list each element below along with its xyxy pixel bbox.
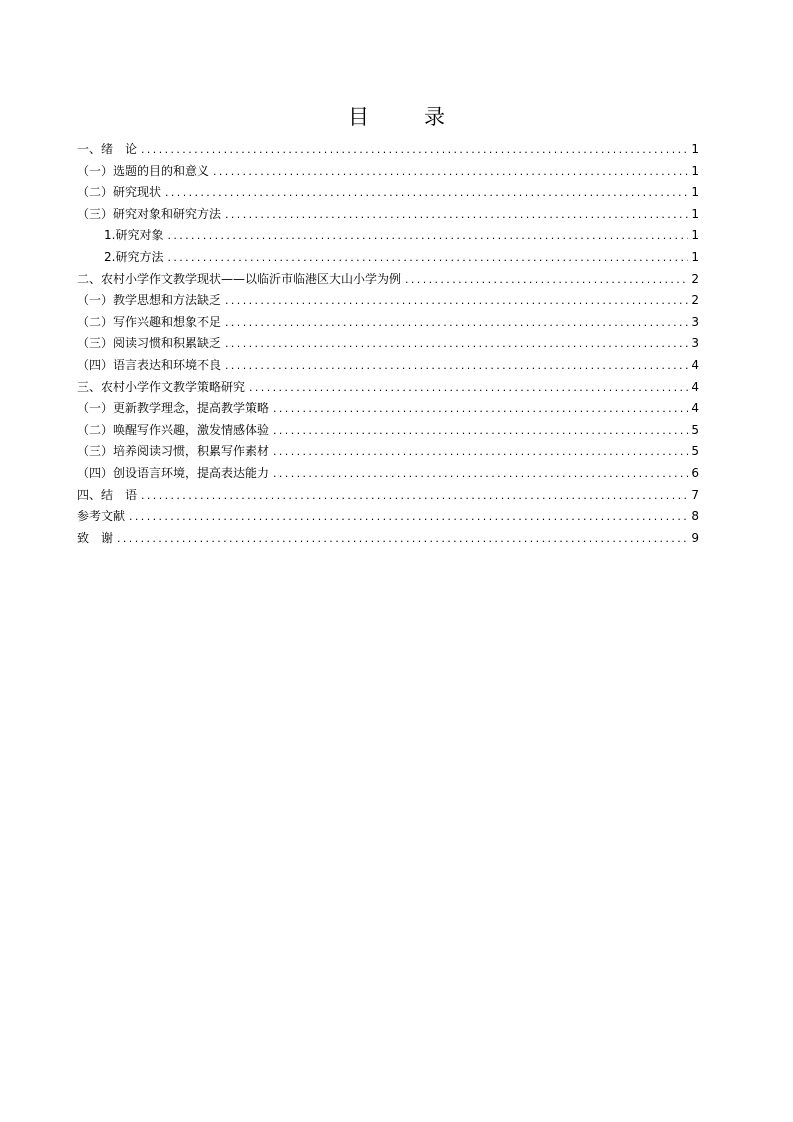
- page-title: 目 录: [348, 105, 462, 129]
- toc-page-number: 1: [691, 163, 699, 178]
- toc-dot-leader: [405, 269, 688, 291]
- toc-dot-leader: [225, 333, 688, 355]
- toc-entry-reading-habits[interactable]: [77, 333, 699, 355]
- toc-entry-label: （三）培养阅读习惯，积累写作素材: [77, 444, 270, 459]
- toc-entry-references[interactable]: [77, 506, 699, 528]
- toc-entry-awaken-interest[interactable]: [77, 420, 699, 442]
- toc-entry-language-environment[interactable]: [77, 463, 699, 485]
- toc-dot-leader: [167, 247, 688, 269]
- toc-entry-label: （二）研究现状: [77, 185, 162, 200]
- toc-dot-leader: [167, 225, 688, 247]
- toc-entry-label: （四）创设语言环境，提高表达能力: [77, 465, 270, 480]
- toc-page-number: 4: [691, 401, 699, 416]
- toc-entry-label: 致 谢: [77, 530, 114, 545]
- toc-entry-update-concepts[interactable]: [77, 398, 699, 420]
- toc-entry-acknowledgements[interactable]: [77, 528, 699, 550]
- toc-dot-leader: [225, 355, 688, 377]
- toc-dot-leader: [225, 312, 688, 334]
- table-of-contents: [77, 139, 699, 549]
- toc-dot-leader: [165, 182, 688, 204]
- toc-entry-writing-interest[interactable]: [77, 312, 699, 334]
- toc-page-number: 1: [691, 185, 699, 200]
- toc-dot-leader: [273, 441, 688, 463]
- toc-page-number: 4: [691, 379, 699, 394]
- toc-dot-leader: [129, 506, 688, 528]
- toc-page-number: 3: [691, 314, 699, 329]
- toc-dot-leader: [273, 463, 688, 485]
- toc-page-number: 2: [691, 293, 699, 308]
- toc-dot-leader: [273, 420, 688, 442]
- toc-entry-research-status[interactable]: [77, 182, 699, 204]
- toc-entry-conclusion[interactable]: [77, 485, 699, 507]
- toc-entry-label: （一）更新教学理念，提高教学策略: [77, 401, 270, 416]
- toc-dot-leader: [249, 377, 688, 399]
- toc-page-number: 9: [691, 530, 699, 545]
- toc-page-number: 6: [691, 465, 699, 480]
- toc-entry-label: （一）选题的目的和意义: [77, 163, 210, 178]
- toc-page-number: 1: [691, 228, 699, 243]
- toc-page-number: 1: [691, 206, 699, 221]
- toc-dot-leader: [117, 528, 688, 550]
- toc-page-number: 5: [691, 422, 699, 437]
- toc-entry-introduction[interactable]: [77, 139, 699, 161]
- toc-entry-label: （四）语言表达和环境不良: [77, 357, 222, 372]
- toc-dot-leader: [225, 204, 688, 226]
- toc-page-number: 8: [691, 509, 699, 524]
- toc-entry-strategies[interactable]: [77, 377, 699, 399]
- toc-page-number: 1: [691, 142, 699, 156]
- toc-entry-label: 三、农村小学作文教学策略研究: [77, 379, 246, 394]
- toc-entry-label: 二、农村小学作文教学现状——以临沂市临港区大山小学为例: [77, 271, 402, 286]
- toc-entry-label: 2.研究方法: [104, 249, 164, 264]
- toc-entry-cultivate-reading[interactable]: [77, 441, 699, 463]
- toc-page-number: 4: [691, 357, 699, 372]
- toc-entry-teaching-thoughts[interactable]: [77, 290, 699, 312]
- toc-entry-objects-methods[interactable]: [77, 204, 699, 226]
- toc-page-number: 3: [691, 336, 699, 351]
- toc-entry-label: 四、结 语: [77, 487, 138, 502]
- toc-entry-language-expression[interactable]: [77, 355, 699, 377]
- toc-entry-research-objects[interactable]: [77, 225, 699, 247]
- toc-dot-leader: [141, 139, 688, 161]
- toc-entry-label: 1.研究对象: [104, 228, 164, 243]
- toc-dot-leader: [141, 485, 688, 507]
- toc-entry-label: （三）阅读习惯和积累缺乏: [77, 336, 222, 351]
- toc-page-number: 1: [691, 249, 699, 264]
- toc-page-number: 5: [691, 444, 699, 459]
- toc-entry-label: 参考文献: [77, 509, 126, 524]
- toc-page-number: 7: [691, 487, 699, 502]
- toc-dot-leader: [225, 290, 688, 312]
- toc-dot-leader: [213, 161, 688, 183]
- toc-entry-label: （二）唤醒写作兴趣，激发情感体验: [77, 422, 270, 437]
- toc-entry-label: 一、绪 论: [77, 142, 138, 156]
- toc-page-number: 2: [691, 271, 699, 286]
- toc-entry-label: （一）教学思想和方法缺乏: [77, 293, 222, 308]
- toc-entry-purpose-significance[interactable]: [77, 161, 699, 183]
- toc-entry-label: （二）写作兴趣和想象不足: [77, 314, 222, 329]
- toc-entry-current-status[interactable]: [77, 269, 699, 291]
- toc-entry-research-methods[interactable]: [77, 247, 699, 269]
- toc-dot-leader: [273, 398, 688, 420]
- toc-entry-label: （三）研究对象和研究方法: [77, 206, 222, 221]
